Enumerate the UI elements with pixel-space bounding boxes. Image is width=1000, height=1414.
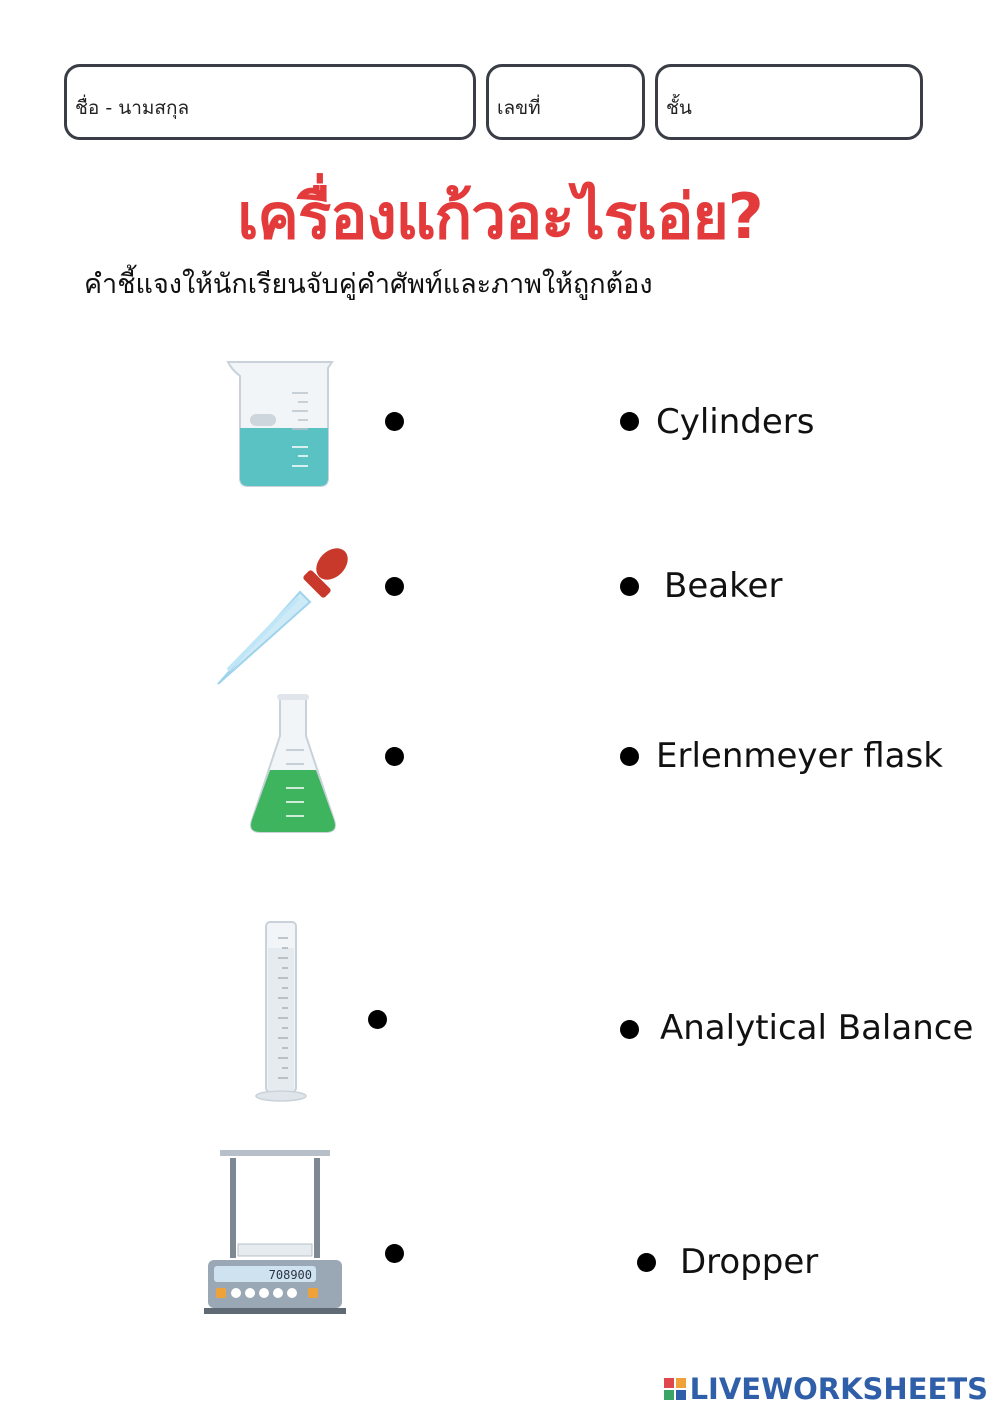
- term-dot-3[interactable]: [620, 747, 639, 766]
- image-dot-2[interactable]: [385, 577, 404, 596]
- term-beaker[interactable]: Beaker: [664, 566, 783, 606]
- liveworksheets-logo-icon: [664, 1378, 686, 1400]
- term-dot-5[interactable]: [637, 1253, 656, 1272]
- erlenmeyer-flask-icon: [246, 692, 340, 836]
- analytical-balance-icon: [204, 1148, 346, 1318]
- graduated-cylinder-icon: [252, 918, 310, 1104]
- name-field[interactable]: [64, 64, 476, 140]
- image-dot-4[interactable]: [368, 1010, 387, 1029]
- term-dropper[interactable]: Dropper: [680, 1242, 819, 1282]
- image-dot-5[interactable]: [385, 1244, 404, 1263]
- term-dot-4[interactable]: [620, 1020, 639, 1039]
- term-dot-2[interactable]: [620, 577, 639, 596]
- image-dot-3[interactable]: [385, 747, 404, 766]
- beaker-icon: [224, 358, 336, 490]
- liveworksheets-logo[interactable]: [664, 1372, 988, 1406]
- balance-display: 708900: [268, 1268, 312, 1282]
- worksheet-title: เครื่องแก้วอะไรเอ่ย?: [237, 180, 763, 253]
- class-label: ชั้น: [666, 97, 692, 119]
- class-field[interactable]: [655, 64, 923, 140]
- liveworksheets-brand: LIVEWORKSHEETS: [689, 1372, 988, 1406]
- term-cylinders[interactable]: Cylinders: [656, 402, 815, 442]
- image-dot-1[interactable]: [385, 412, 404, 431]
- term-erlenmeyer-flask[interactable]: Erlenmeyer flask: [656, 736, 943, 776]
- name-label: ชื่อ - นามสกุล: [75, 97, 190, 119]
- term-dot-1[interactable]: [620, 412, 639, 431]
- instructions-text: คำชี้แจงให้นักเรียนจับคู่คำศัพท์และภาพให้ถูกต้อง: [84, 269, 653, 300]
- student-number-label: เลขที่: [497, 97, 541, 119]
- student-number-field[interactable]: [486, 64, 645, 140]
- term-analytical-balance[interactable]: Analytical Balance: [660, 1008, 974, 1048]
- dropper-icon: [214, 544, 350, 688]
